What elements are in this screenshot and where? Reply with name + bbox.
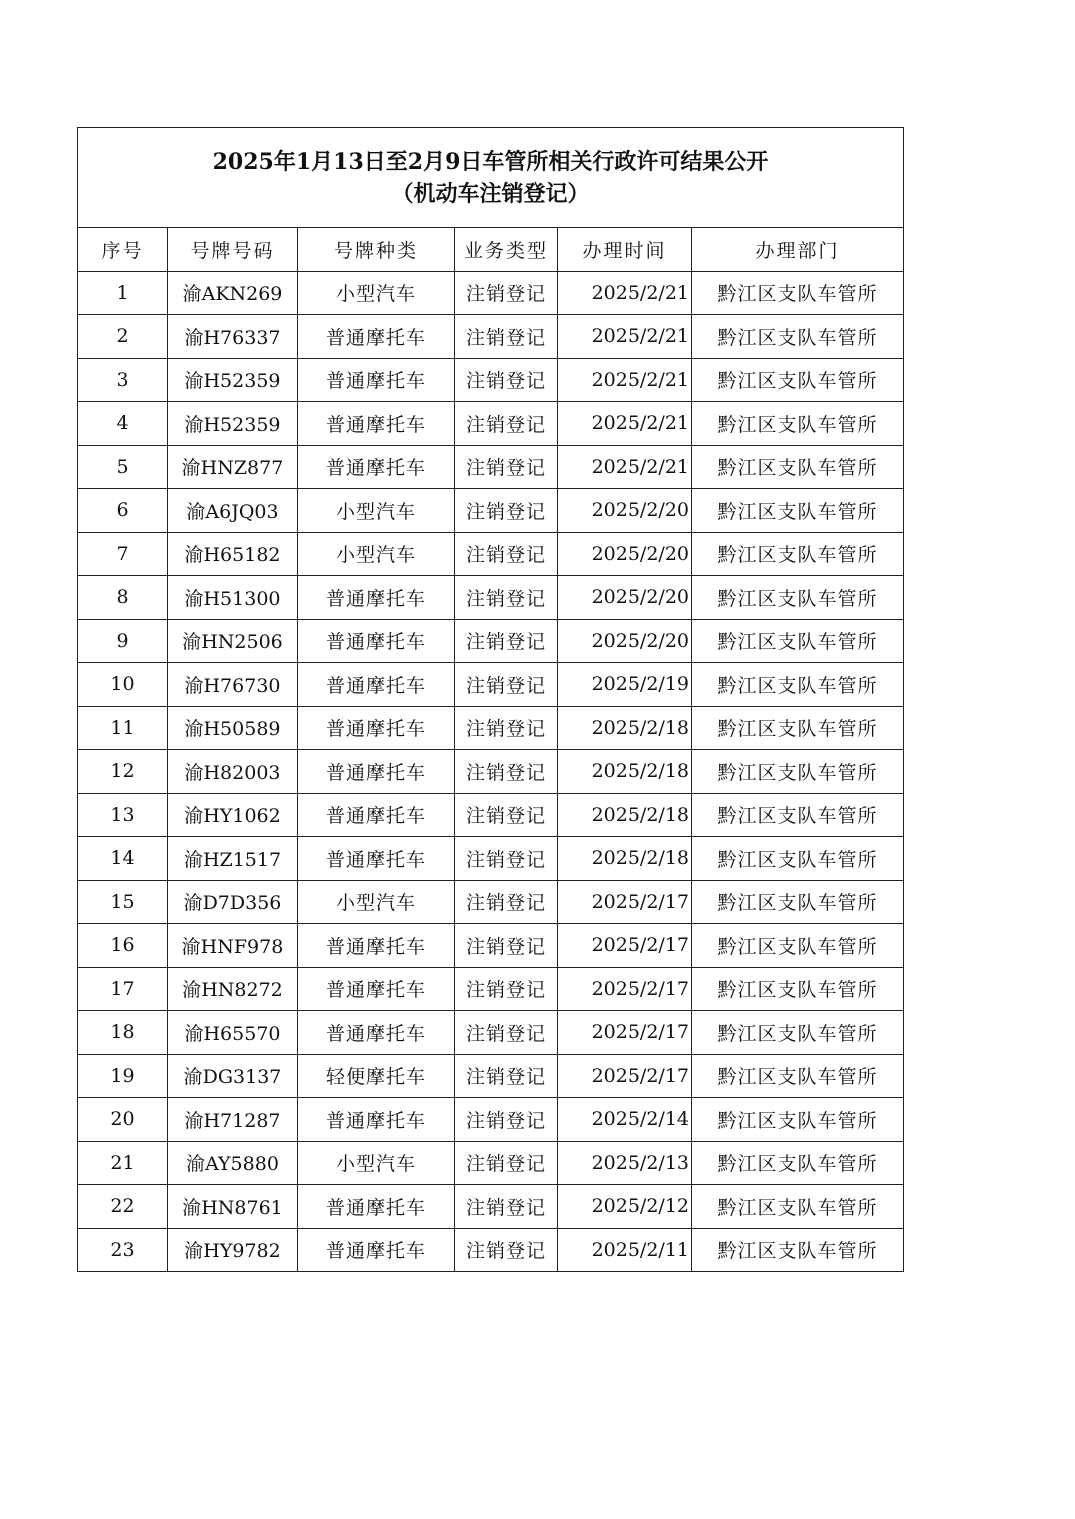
table-row <box>78 402 904 446</box>
cell-department: 黔江区支队车管所 <box>692 576 904 620</box>
cell-index: 14 <box>78 837 168 881</box>
cell-plate-number: 渝HY1062 <box>168 793 298 837</box>
table-row <box>78 489 904 533</box>
cell-business-type: 注销登记 <box>455 358 558 402</box>
cell-process-time: 2025/2/20 <box>558 532 692 576</box>
cell-plate-number: 渝HNZ877 <box>168 445 298 489</box>
title-line-2: （机动车注销登记） <box>391 180 590 207</box>
cell-business-type: 注销登记 <box>455 1228 558 1272</box>
cell-department: 黔江区支队车管所 <box>692 793 904 837</box>
header-department: 办理部门 <box>692 228 904 272</box>
cell-department: 黔江区支队车管所 <box>692 489 904 533</box>
cell-plate-number: 渝H65570 <box>168 1011 298 1055</box>
cell-department: 黔江区支队车管所 <box>692 924 904 968</box>
cell-department: 黔江区支队车管所 <box>692 315 904 359</box>
cell-index: 3 <box>78 358 168 402</box>
cell-department: 黔江区支队车管所 <box>692 358 904 402</box>
cell-department: 黔江区支队车管所 <box>692 1011 904 1055</box>
cell-department: 黔江区支队车管所 <box>692 532 904 576</box>
cell-index: 11 <box>78 706 168 750</box>
cell-process-time: 2025/2/13 <box>558 1141 692 1185</box>
cell-plate-type: 普通摩托车 <box>298 1011 455 1055</box>
cell-process-time: 2025/2/20 <box>558 619 692 663</box>
cell-department: 黔江区支队车管所 <box>692 1141 904 1185</box>
cell-index: 15 <box>78 880 168 924</box>
cell-business-type: 注销登记 <box>455 1185 558 1229</box>
table-row <box>78 1141 904 1185</box>
cell-process-time: 2025/2/14 <box>558 1098 692 1142</box>
cell-plate-type: 小型汽车 <box>298 1141 455 1185</box>
title-row <box>78 128 904 228</box>
cell-process-time: 2025/2/18 <box>558 793 692 837</box>
table-row <box>78 1228 904 1272</box>
table-row <box>78 880 904 924</box>
cell-business-type: 注销登记 <box>455 663 558 707</box>
cell-process-time: 2025/2/17 <box>558 1054 692 1098</box>
cell-index: 13 <box>78 793 168 837</box>
cell-department: 黔江区支队车管所 <box>692 1185 904 1229</box>
cell-business-type: 注销登记 <box>455 445 558 489</box>
cell-process-time: 2025/2/21 <box>558 445 692 489</box>
cell-process-time: 2025/2/21 <box>558 358 692 402</box>
cell-business-type: 注销登记 <box>455 576 558 620</box>
cell-business-type: 注销登记 <box>455 793 558 837</box>
cell-department: 黔江区支队车管所 <box>692 663 904 707</box>
cell-department: 黔江区支队车管所 <box>692 967 904 1011</box>
cell-plate-type: 普通摩托车 <box>298 402 455 446</box>
cell-plate-type: 普通摩托车 <box>298 576 455 620</box>
cell-plate-number: 渝H71287 <box>168 1098 298 1142</box>
cell-plate-type: 普通摩托车 <box>298 619 455 663</box>
table-row <box>78 837 904 881</box>
cell-plate-number: 渝HN2506 <box>168 619 298 663</box>
table-body <box>78 271 904 1272</box>
cell-process-time: 2025/2/18 <box>558 837 692 881</box>
cell-department: 黔江区支队车管所 <box>692 706 904 750</box>
cell-index: 21 <box>78 1141 168 1185</box>
cell-department: 黔江区支队车管所 <box>692 1228 904 1272</box>
table-row <box>78 358 904 402</box>
cell-plate-number: 渝DG3137 <box>168 1054 298 1098</box>
cell-process-time: 2025/2/20 <box>558 489 692 533</box>
cell-business-type: 注销登记 <box>455 619 558 663</box>
cell-business-type: 注销登记 <box>455 837 558 881</box>
cell-index: 8 <box>78 576 168 620</box>
cell-business-type: 注销登记 <box>455 967 558 1011</box>
cell-index: 4 <box>78 402 168 446</box>
cell-process-time: 2025/2/21 <box>558 271 692 315</box>
cell-plate-type: 普通摩托车 <box>298 967 455 1011</box>
cell-process-time: 2025/2/18 <box>558 750 692 794</box>
cell-process-time: 2025/2/17 <box>558 880 692 924</box>
cell-plate-type: 普通摩托车 <box>298 750 455 794</box>
cell-process-time: 2025/2/12 <box>558 1185 692 1229</box>
header-business-type: 业务类型 <box>455 228 558 272</box>
cell-plate-type: 普通摩托车 <box>298 663 455 707</box>
cell-plate-number: 渝HZ1517 <box>168 837 298 881</box>
cell-department: 黔江区支队车管所 <box>692 880 904 924</box>
header-plate-type: 号牌种类 <box>298 228 455 272</box>
table-row <box>78 1185 904 1229</box>
cell-department: 黔江区支队车管所 <box>692 271 904 315</box>
cell-index: 5 <box>78 445 168 489</box>
cell-index: 23 <box>78 1228 168 1272</box>
cell-plate-type: 普通摩托车 <box>298 706 455 750</box>
cell-department: 黔江区支队车管所 <box>692 1054 904 1098</box>
cell-index: 10 <box>78 663 168 707</box>
cell-department: 黔江区支队车管所 <box>692 1098 904 1142</box>
cell-plate-type: 普通摩托车 <box>298 445 455 489</box>
cell-plate-type: 普通摩托车 <box>298 793 455 837</box>
cell-business-type: 注销登记 <box>455 402 558 446</box>
cell-business-type: 注销登记 <box>455 489 558 533</box>
cell-process-time: 2025/2/17 <box>558 1011 692 1055</box>
cell-process-time: 2025/2/21 <box>558 402 692 446</box>
cell-plate-number: 渝HN8761 <box>168 1185 298 1229</box>
cell-business-type: 注销登记 <box>455 706 558 750</box>
table-row <box>78 1054 904 1098</box>
cell-plate-type: 普通摩托车 <box>298 1228 455 1272</box>
records-table <box>77 127 904 1272</box>
cell-department: 黔江区支队车管所 <box>692 402 904 446</box>
cell-index: 12 <box>78 750 168 794</box>
cell-plate-number: 渝HNF978 <box>168 924 298 968</box>
cell-index: 18 <box>78 1011 168 1055</box>
table-row <box>78 315 904 359</box>
cell-index: 22 <box>78 1185 168 1229</box>
cell-index: 20 <box>78 1098 168 1142</box>
cell-plate-type: 普通摩托车 <box>298 1098 455 1142</box>
cell-plate-number: 渝H52359 <box>168 402 298 446</box>
cell-index: 6 <box>78 489 168 533</box>
cell-plate-number: 渝D7D356 <box>168 880 298 924</box>
cell-index: 16 <box>78 924 168 968</box>
table-row <box>78 576 904 620</box>
table-row <box>78 445 904 489</box>
cell-plate-number: 渝AY5880 <box>168 1141 298 1185</box>
cell-process-time: 2025/2/19 <box>558 663 692 707</box>
cell-index: 9 <box>78 619 168 663</box>
cell-department: 黔江区支队车管所 <box>692 619 904 663</box>
cell-business-type: 注销登记 <box>455 271 558 315</box>
cell-process-time: 2025/2/11 <box>558 1228 692 1272</box>
cell-plate-type: 普通摩托车 <box>298 924 455 968</box>
cell-plate-number: 渝H82003 <box>168 750 298 794</box>
cell-business-type: 注销登记 <box>455 532 558 576</box>
cell-business-type: 注销登记 <box>455 1011 558 1055</box>
title-line-1: 2025年1月13日至2月9日车管所相关行政许可结果公开 <box>212 148 769 175</box>
cell-index: 7 <box>78 532 168 576</box>
cell-plate-type: 小型汽车 <box>298 880 455 924</box>
table-row <box>78 619 904 663</box>
cell-index: 1 <box>78 271 168 315</box>
cell-business-type: 注销登记 <box>455 1098 558 1142</box>
cell-plate-type: 轻便摩托车 <box>298 1054 455 1098</box>
table-title <box>78 128 904 228</box>
table-row <box>78 750 904 794</box>
document-sheet <box>77 127 903 1272</box>
cell-plate-number: 渝H50589 <box>168 706 298 750</box>
cell-process-time: 2025/2/20 <box>558 576 692 620</box>
cell-department: 黔江区支队车管所 <box>692 445 904 489</box>
cell-plate-type: 小型汽车 <box>298 532 455 576</box>
cell-department: 黔江区支队车管所 <box>692 750 904 794</box>
cell-process-time: 2025/2/17 <box>558 924 692 968</box>
cell-process-time: 2025/2/17 <box>558 967 692 1011</box>
table-row <box>78 924 904 968</box>
table-row <box>78 532 904 576</box>
cell-plate-number: 渝AKN269 <box>168 271 298 315</box>
cell-plate-number: 渝H52359 <box>168 358 298 402</box>
table-row <box>78 663 904 707</box>
cell-business-type: 注销登记 <box>455 1141 558 1185</box>
table-row <box>78 967 904 1011</box>
cell-plate-number: 渝H76730 <box>168 663 298 707</box>
cell-plate-type: 普通摩托车 <box>298 1185 455 1229</box>
header-index: 序号 <box>78 228 168 272</box>
header-plate-number: 号牌号码 <box>168 228 298 272</box>
cell-plate-number: 渝H76337 <box>168 315 298 359</box>
table-row <box>78 706 904 750</box>
cell-index: 19 <box>78 1054 168 1098</box>
cell-index: 2 <box>78 315 168 359</box>
cell-plate-type: 普通摩托车 <box>298 358 455 402</box>
cell-plate-type: 小型汽车 <box>298 271 455 315</box>
cell-process-time: 2025/2/21 <box>558 315 692 359</box>
table-row <box>78 1098 904 1142</box>
table-row <box>78 1011 904 1055</box>
cell-business-type: 注销登记 <box>455 924 558 968</box>
cell-business-type: 注销登记 <box>455 750 558 794</box>
cell-plate-type: 普通摩托车 <box>298 837 455 881</box>
cell-business-type: 注销登记 <box>455 315 558 359</box>
cell-process-time: 2025/2/18 <box>558 706 692 750</box>
header-row <box>78 228 904 272</box>
cell-index: 17 <box>78 967 168 1011</box>
cell-plate-number: 渝A6JQ03 <box>168 489 298 533</box>
cell-plate-number: 渝HN8272 <box>168 967 298 1011</box>
cell-plate-number: 渝HY9782 <box>168 1228 298 1272</box>
cell-business-type: 注销登记 <box>455 880 558 924</box>
table-row <box>78 271 904 315</box>
cell-department: 黔江区支队车管所 <box>692 837 904 881</box>
cell-plate-type: 小型汽车 <box>298 489 455 533</box>
table-row <box>78 793 904 837</box>
cell-plate-type: 普通摩托车 <box>298 315 455 359</box>
header-process-time: 办理时间 <box>558 228 692 272</box>
cell-plate-number: 渝H65182 <box>168 532 298 576</box>
cell-plate-number: 渝H51300 <box>168 576 298 620</box>
cell-business-type: 注销登记 <box>455 1054 558 1098</box>
